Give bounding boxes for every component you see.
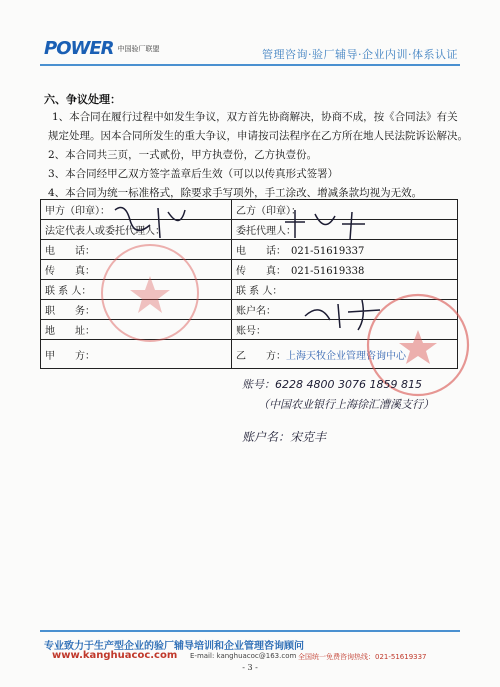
handwritten-account-holder: 账户名：宋克丰: [242, 430, 327, 444]
footer-tagline: 专业致力于生产型企业的验厂辅导培训和企业管理咨询顾问: [44, 641, 304, 652]
party-b-agent-label: 委托代理人：: [232, 220, 458, 240]
section-title: 六、争议处理：: [44, 93, 121, 106]
party-a-label: 甲 方：: [41, 340, 232, 369]
clause-2: 2、本合同共三页，一式贰份，甲方执壹份，乙方执壹份。: [48, 149, 318, 161]
party-a-title-label: 职 务：: [41, 300, 232, 320]
party-a-phone-label: 电 话：: [41, 240, 232, 260]
footer-hotline: 全国统一免费咨询热线：021-51619337: [298, 653, 427, 661]
header-slogan: 管理咨询·验厂辅导·企业内训·体系认证: [262, 48, 458, 61]
party-a-signature: [110, 200, 190, 245]
table-row: [41, 220, 458, 240]
party-b-phone: 电 话： 021-51619337: [232, 240, 458, 260]
party-b-contact-signature: [300, 294, 390, 334]
party-a-representative-label: 法定代表人或委托代理人：: [41, 220, 232, 240]
footer-email: E-mail: kanghuacoc@163.com: [190, 652, 297, 660]
party-b-account-number-label: 账号：: [232, 320, 458, 340]
party-b-company-name: 上海天牧企业管理咨询中心: [286, 350, 406, 362]
party-a-fax-label: 传 真：: [41, 260, 232, 280]
footer-divider: [40, 630, 460, 632]
party-a-seal-stamp: [90, 238, 210, 348]
party-b-signature: [280, 204, 370, 244]
party-b-account-name-label: 账户名：: [232, 300, 458, 320]
party-b-contact-label: 联 系 人：: [232, 280, 458, 300]
page-number: - 3 -: [242, 663, 258, 672]
clause-3: 3、本合同经甲乙双方签字盖章后生效（可以以传真形式签署）: [48, 168, 339, 180]
party-a-address-label: 地 址：: [41, 320, 232, 340]
handwritten-account-number: 账号：6228 4800 3076 1859 815: [242, 378, 422, 391]
party-a-seal-label: 甲方（印章）：: [41, 200, 232, 220]
company-logo: [44, 38, 160, 59]
logo-wordmark: POWER: [44, 38, 114, 59]
party-b-fax: 传 真： 021-51619338: [232, 260, 458, 280]
table-row: [41, 200, 458, 220]
party-a-contact-label: 联 系 人：: [41, 280, 232, 300]
header-divider: [40, 64, 460, 66]
handwritten-bank-name: （中国农业银行上海徐汇漕溪支行）: [258, 398, 434, 411]
logo-subtitle: 中国验厂联盟: [117, 44, 160, 53]
clause-4: 4、本合同为统一标准格式，除要求手写项外，手工涂改、增减条款均视为无效。: [48, 187, 423, 199]
party-b-label: 乙 方：: [236, 350, 286, 362]
party-b-seal-label: 乙方（印章）：: [232, 200, 458, 220]
clause-1: 1、本合同在履行过程中如发生争议，双方首先协商解决，协商不成，按《合同法》有关规定处理。因本合同所发生的重大争议，申请按司法程序在乙方所在地人民法院诉讼解决。: [48, 111, 468, 142]
footer-website: www.kanghuacoc.com: [52, 650, 178, 661]
